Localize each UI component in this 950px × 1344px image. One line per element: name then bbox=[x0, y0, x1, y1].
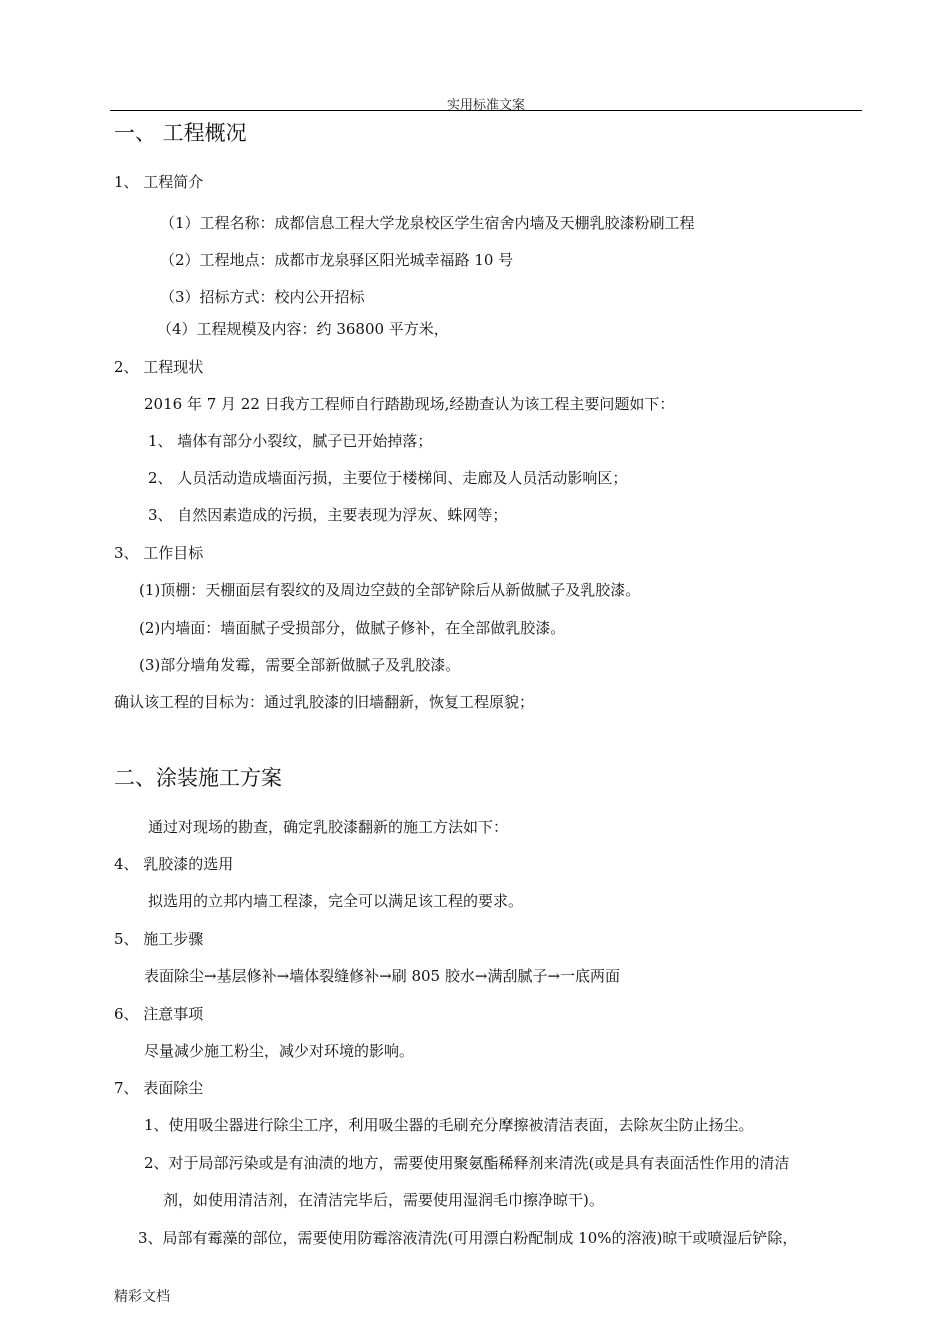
paragraph-line: 剂，如使用清洁剂，在清洁完毕后，需要使用湿润毛巾擦净晾干)。 bbox=[163, 1191, 604, 1209]
list-item: (1)顶棚：天棚面层有裂纹的及周边空鼓的全部铲除后从新做腻子及乳胶漆。 bbox=[139, 581, 641, 599]
paragraph-line: （2）工程地点：成都市龙泉驿区阳光城幸福路 10 号 bbox=[160, 251, 514, 269]
page-footer: 精彩文档 bbox=[114, 1289, 170, 1305]
paragraph-line: 确认该工程的目标为：通过乳胶漆的旧墙翻新，恢复工程原貌； bbox=[114, 693, 535, 711]
list-item: (2)内墙面：墙面腻子受损部分，做腻子修补，在全部做乳胶漆。 bbox=[139, 619, 566, 637]
paragraph-line: （3）招标方式：校内公开招标 bbox=[160, 288, 365, 306]
paragraph-line: 尽量减少施工粉尘，减少对环境的影响。 bbox=[144, 1042, 415, 1060]
subheading-surface-dust: 7、 表面除尘 bbox=[114, 1079, 204, 1097]
paragraph-line: （4）工程规模及内容：约 36800 平方米， bbox=[157, 320, 449, 338]
list-item: 2、对于局部污染或是有油渍的地方，需要使用聚氨酯稀释剂来清洗(或是具有表面活性作用的清洁 bbox=[144, 1154, 790, 1172]
subheading-paint-selection: 4、 乳胶漆的选用 bbox=[114, 855, 234, 873]
paragraph-line: 2016 年 7 月 22 日我方工程师自行踏勘现场,经勘查认为该工程主要问题如下： bbox=[144, 395, 675, 413]
subheading-construction-steps: 5、 施工步骤 bbox=[114, 930, 204, 948]
header-rule bbox=[110, 110, 862, 111]
section-heading-1: 一、 工程概况 bbox=[114, 121, 247, 145]
paragraph-line: 通过对现场的勘查，确定乳胶漆翻新的施工方法如下： bbox=[148, 818, 509, 836]
subheading-project-status: 2、 工程现状 bbox=[114, 358, 204, 376]
list-item: 2、 人员活动造成墙面污损，主要位于楼梯间、走廊及人员活动影响区； bbox=[148, 469, 628, 487]
list-item: 3、局部有霉藻的部位，需要使用防霉溶液清洗(可用漂白粉配制成 10%的溶液)晾干或喷湿后铲除， bbox=[138, 1229, 798, 1247]
paragraph-line: 拟选用的立邦内墙工程漆，完全可以满足该工程的要求。 bbox=[148, 892, 524, 910]
page-header: 实用标准文案 bbox=[446, 98, 525, 113]
list-item: (3)部分墙角发霉，需要全部新做腻子及乳胶漆。 bbox=[139, 656, 461, 674]
paragraph-line: （1）工程名称：成都信息工程大学龙泉校区学生宿舍内墙及天棚乳胶漆粉刷工程 bbox=[160, 214, 695, 232]
list-item: 1、 墙体有部分小裂纹，腻子已开始掉落； bbox=[148, 432, 433, 450]
section-heading-2: 二、涂装施工方案 bbox=[114, 766, 282, 790]
subheading-project-intro: 1、 工程简介 bbox=[114, 173, 204, 191]
subheading-precautions: 6、 注意事项 bbox=[114, 1005, 204, 1023]
list-item: 3、 自然因素造成的污损，主要表现为浮灰、蛛网等； bbox=[148, 506, 508, 524]
paragraph-line: 表面除尘→基层修补→墙体裂缝修补→刷 805 胶水→满刮腻子→一底两面 bbox=[144, 967, 621, 985]
subheading-work-goal: 3、 工作目标 bbox=[114, 544, 204, 562]
list-item: 1、使用吸尘器进行除尘工序，利用吸尘器的毛刷充分摩擦被清洁表面，去除灰尘防止扬尘。 bbox=[144, 1116, 754, 1134]
